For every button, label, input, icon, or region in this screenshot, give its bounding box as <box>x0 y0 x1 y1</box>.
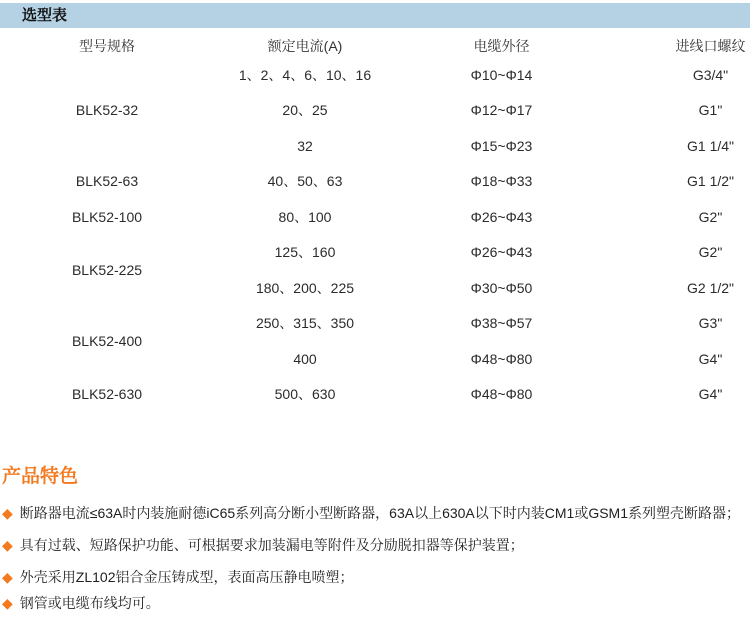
model-cell: BLK52-630 <box>71 386 143 403</box>
feature-text: 断路器电流≤63A时内装施耐德iC65系列高分断小型断路器，63A以上630A以下时内装CM1或GSM1系列塑壳断路器； <box>19 505 741 521</box>
rated-current-cell: 400 <box>293 350 317 367</box>
feature-item <box>2 594 160 613</box>
column-header-inlet-thread: 进线口螺纹 <box>675 38 746 54</box>
rated-current-cell: 40、50、63 <box>267 173 343 190</box>
feature-item <box>2 568 353 587</box>
cable-diameter-cell: Φ12~Φ17 <box>470 102 533 119</box>
inlet-thread-cell: G2 1/2" <box>687 279 734 296</box>
inlet-thread-cell: G4" <box>698 350 723 367</box>
model-cell: BLK52-63 <box>75 173 139 190</box>
cable-diameter-cell: Φ48~Φ80 <box>470 350 533 367</box>
cable-diameter-cell: Φ48~Φ80 <box>470 386 533 403</box>
model-cell: BLK52-100 <box>71 208 143 225</box>
cable-diameter-cell: Φ15~Φ23 <box>470 137 533 154</box>
model-cell: BLK52-225 <box>71 262 143 278</box>
cable-diameter-cell: Φ26~Φ43 <box>470 208 533 225</box>
column-header-cable-diameter: 电缆外径 <box>473 38 530 54</box>
inlet-thread-cell: G1 1/2" <box>687 173 734 190</box>
inlet-thread-cell: G1 1/4" <box>687 137 734 154</box>
cable-diameter-cell: Φ26~Φ43 <box>470 244 533 261</box>
section-header-bar <box>0 3 750 28</box>
rated-current-cell: 20、25 <box>282 102 328 119</box>
features-title: 产品特色 <box>2 466 79 487</box>
column-header-model: 型号规格 <box>79 38 135 54</box>
diamond-bullet-icon: ◆ <box>2 537 13 553</box>
rated-current-cell: 250、315、350 <box>255 315 355 332</box>
cable-diameter-cell: Φ18~Φ33 <box>470 173 533 190</box>
inlet-thread-cell: G1" <box>698 102 723 119</box>
rated-current-cell: 500、630 <box>274 386 336 403</box>
feature-text: 外壳采用ZL102铝合金压铸成型，表面高压静电喷塑； <box>19 569 354 585</box>
rated-current-cell: 32 <box>297 137 313 154</box>
cable-diameter-cell: Φ10~Φ14 <box>470 66 533 83</box>
inlet-thread-cell: G2" <box>698 244 723 261</box>
model-cell: BLK52-32 <box>75 102 139 119</box>
inlet-thread-cell: G3" <box>698 315 723 332</box>
cable-diameter-cell: Φ30~Φ50 <box>470 279 533 296</box>
feature-item <box>2 536 524 555</box>
rated-current-cell: 80、100 <box>278 208 332 225</box>
feature-text: 钢管或电缆布线均可。 <box>19 595 160 611</box>
diamond-bullet-icon: ◆ <box>2 505 13 521</box>
rated-current-cell: 125、160 <box>274 244 336 261</box>
feature-text: 具有过载、短路保护功能、可根据要求加装漏电等附件及分励脱扣器等保护装置； <box>19 537 524 553</box>
column-header-rated-current: 额定电流(A) <box>267 38 343 54</box>
cable-diameter-cell: Φ38~Φ57 <box>470 315 533 332</box>
rated-current-cell: 180、200、225 <box>255 279 355 296</box>
selection-table <box>0 35 750 412</box>
section-title: 选型表 <box>22 7 68 24</box>
rated-current-cell: 1、2、4、6、10、16 <box>238 66 372 83</box>
inlet-thread-cell: G4" <box>698 386 723 403</box>
model-cell: BLK52-400 <box>71 333 143 349</box>
inlet-thread-cell: G3/4" <box>692 66 729 83</box>
inlet-thread-cell: G2" <box>698 208 723 225</box>
feature-item <box>2 504 740 523</box>
diamond-bullet-icon: ◆ <box>2 569 13 585</box>
diamond-bullet-icon: ◆ <box>2 595 13 611</box>
